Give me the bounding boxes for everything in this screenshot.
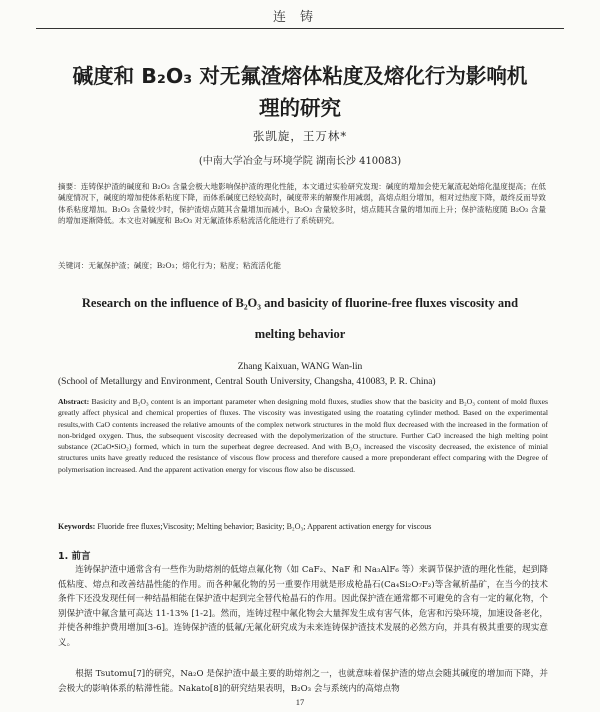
title-en-line1: Research on the influence of B₂O₃ and basicity of fluorine-free fluxes viscosity and: [81, 296, 519, 310]
title-cn-line2: 理的研究: [259, 96, 341, 120]
abstract-english: [58, 396, 548, 475]
abstract-chinese: 摘要：连铸保护渣的碱度和 B₂O₃ 含量会极大地影响保护渣的理化性能，本文通过实验研究发现：碱度的增加会使无氟渣起始熔化温度提高；在低碱度情况下，碱度的增加使体系粘度下降，而体系碱度已经较高时，碱度带来的解聚作用减弱，高熔点组分增加，相对过热度下降，最终反而导致体系粘度增加。B₂O₃ 含量较少时，保护渣熔点随其含量增加而减小，B₂O₃ 含量较多时，熔点随其含量的增加而上升；保护渣粘度随 B₂O₃ 含量的增加逐渐降低。本文也对碱度和 B₂O₃ 对无氟渣体系粘流活化能进行了系统研究。: [58, 182, 546, 226]
affiliation-chinese: (中南大学冶金与环境学院 湖南长沙 410083): [198, 156, 402, 167]
affiliation-english: (School of Metallurgy and Environment, Central South University, Changsha, 410083, P. R. China): [58, 377, 436, 387]
keywords-chinese: 关键词：无氟保护渣；碱度；B₂O₃；熔化行为；粘度；粘流活化能: [58, 261, 281, 270]
keywords-english: [58, 521, 548, 533]
section-heading: 1. 前言: [58, 551, 91, 562]
abstract-en-label: Abstract:: [58, 397, 90, 406]
title-chinese: [50, 60, 550, 124]
title-english: [55, 288, 545, 350]
body-paragraph-1: 连铸保护渣中通常含有一些作为助熔剂的低熔点氟化物（如 CaF₂、NaF 和 Na₃AlF₆ 等）来调节保护渣的理化性能，起到降低粘度、熔点和改善结晶性能的作用。而各种氟化物的另一重要作用就是形成枪晶石(Ca₄Si₂O₇F₂)等含氟析晶矿，在当今的技术条件下还没发现任何一种结晶相能在保护渣中起到完全替代枪晶石的作用。因此保护渣在通常都不可避免的含有一定的氟化物，个别保护渣中氟含量可高达 11-13% [1-2]。然而，连铸过程中氟化物会大量挥发生成有害气体，危害和污染环境，加速设备老化，并使各种维护费用增加[3-6]。连铸保护渣的低氟/无氟化研究成为未来连铸保护渣技术发展的必然方向，并具有极其重要的现实意义。: [58, 565, 548, 648]
body-paragraph-2: 根据 Tsutomu[7]的研究，Na₂O 是保护渣中最主要的助熔剂之一，也就意味着保护渣的熔点会随其碱度的增加而下降，并会极大的影响体系的粘滞性能。Nakato[8]的研究结果表明，B₂O₃ 会与系统内的高熔点物: [58, 669, 548, 694]
authors-english: Zhang Kaixuan, WANG Wan-lin: [237, 362, 363, 372]
keywords-en-label: Keywords:: [58, 522, 96, 531]
header-rule: [36, 28, 564, 29]
abstract-en-text: Basicity and B₂O₃ content is an important parameter when designing mold fluxes, studies show that the basicity and B₂O₃ content of mold fluxes greatly affect physical and chemical properties of fluxes. The viscosity was investigated using the roatating cylinder method. Based on the experimental results,with CaO contents increased the relative amounts of the complex network structures in the mold flux decreased with the increased in the formation of non-bridged oxygen. Thus, the subsequent viscosity decreased with the depolymerization of the structure. Further CaO increased the high melting point substance (2CaO•SiO₂) formed, which in turn the superheat degree decreased. And with B₂O₃ increased the viscosity decreased, the existence of minial structures units have greatly reduced the resistance of viscous flow process and therefore caused a more preponderant effect comparing with the Degree of polymerisation increased. And the apparent activation energy for viscous flow also be discussed.: [58, 397, 548, 474]
page-number: 17: [295, 697, 305, 707]
title-en-line2: melting behavior: [254, 327, 346, 341]
keywords-en-text: Fluoride free fluxes;Viscosity; Melting behavior; Basicity; B₂O₃; Apparent activation energy for viscous: [97, 522, 432, 531]
title-cn-line1: 碱度和 B₂O₃ 对无氟渣熔体粘度及熔化行为影响机: [72, 64, 528, 88]
journal-header: 连铸: [272, 10, 327, 25]
authors-chinese: 张凯旋，王万林*: [252, 129, 348, 143]
